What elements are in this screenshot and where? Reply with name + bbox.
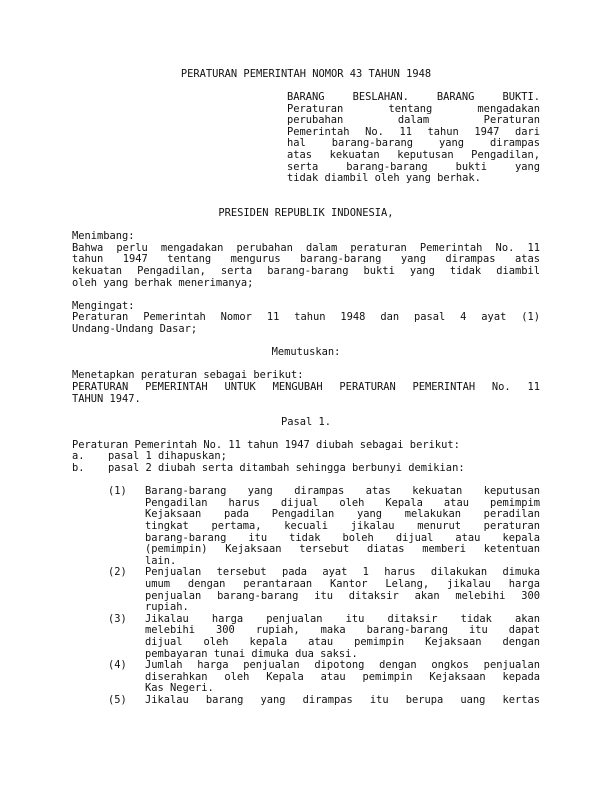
mengingat-line: Undang-Undang Dasar; — [72, 322, 198, 335]
menimbang-line: kekuatan Pengadilan, serta barang-barang bukti yang tidak diambil — [72, 264, 540, 277]
ayat-line: Barang-barang yang dirampas atas kekuatan keputusan — [145, 485, 540, 498]
summary-line: serta barang-barang bukti yang — [287, 160, 540, 173]
mengingat-line: Peraturan Pemerintah Nomor 11 tahun 1948 dan pasal 4 ayat (1) — [72, 311, 540, 324]
point-item — [72, 463, 540, 475]
ayat-line: barang-barang itu tidak boleh dijual atau kepala — [145, 531, 540, 544]
memutuskan-heading: Memutuskan: — [271, 346, 341, 359]
ayat-line: Penjualan tersebut pada ayat 1 harus dilakukan dimuka — [145, 566, 540, 579]
ayat-label: (5) — [108, 693, 127, 706]
menimbang-heading: Menimbang: — [72, 230, 135, 243]
ayat-item — [72, 567, 540, 613]
menetapkan-heading: Menetapkan peraturan sebagai berikut: — [72, 369, 304, 382]
ayat-line: penjualan barang-barang itu ditaksir akan melebihi 300 — [145, 589, 540, 602]
ayat-label: (4) — [108, 659, 127, 672]
summary-block — [287, 92, 540, 185]
ayat-line: Jikalau barang yang dirampas itu berupa uang kertas — [145, 693, 540, 706]
point-text: pasal 2 diubah serta ditambah sehingga berbunyi demikian: — [108, 462, 465, 475]
menetapkan-line: PERATURAN PEMERINTAH UNTUK MENGUBAH PERATURAN PEMERINTAH No. 11 — [72, 380, 540, 393]
ayat-line: Jikalau harga penjualan itu ditaksir tidak akan — [145, 612, 540, 625]
ayat-line: tingkat pertama, kecuali jikalau menurut peraturan — [145, 520, 540, 533]
ayat-line: Pengadilan harus dijual oleh Kepala atau pemimpim — [145, 496, 540, 509]
document-title: PERATURAN PEMERINTAH NOMOR 43 TAHUN 1948 — [180, 68, 432, 80]
menimbang-line: tahun 1947 tentang mengurus barang-barang yang dirampas atas — [72, 253, 540, 266]
point-text: pasal 1 dihapuskan; — [108, 450, 227, 463]
ayat-item — [72, 695, 540, 707]
menetapkan-line: TAHUN 1947. — [72, 392, 141, 405]
ayat-line: (pemimpin) Kejaksaan tersebut diatas memberi ketentuan — [145, 543, 540, 556]
ayat-line: diserahkan oleh Kepala atau pemimpin Kejaksaan kepada — [145, 670, 540, 683]
ayat-label: (3) — [108, 612, 127, 625]
summary-line: Pemerintah No. 11 tahun 1947 dari — [287, 125, 540, 138]
menimbang-line: oleh yang berhak menerimanya; — [72, 276, 254, 289]
ayat-line: umum dengan perantaraan Kantor Lelang, jikalau harga — [145, 578, 540, 590]
summary-line: Peraturan tentang mengadakan — [287, 102, 540, 115]
summary-line: tidak diambil oleh yang berhak. — [287, 172, 481, 185]
ayat-label: (1) — [108, 485, 127, 498]
ayat-item — [72, 486, 540, 567]
ayat-label: (2) — [108, 566, 127, 579]
point-label: b. — [72, 462, 85, 475]
ayat-line: Kas Negeri. — [145, 682, 214, 695]
ayat-line: rupiah. — [145, 601, 189, 614]
ayat-line: Jumlah harga penjualan dipotong dengan ongkos penjualan — [145, 659, 540, 672]
issuer-heading: PRESIDEN REPUBLIK INDONESIA, — [218, 207, 394, 219]
summary-line: atas kekuatan keputusan Pengadilan, — [287, 148, 540, 161]
ayat-line: pembayaran tunai dimuka dua saksi. — [145, 647, 358, 660]
menimbang-line: Bahwa perlu mengadakan perubahan dalam peraturan Pemerintah No. 11 — [72, 241, 540, 254]
summary-line: hal barang-barang yang dirampas — [287, 137, 540, 150]
ayat-line: Kejaksaan pada Pengadilan yang melakukan peradilan — [145, 508, 540, 521]
summary-line: perubahan dalam Peraturan — [287, 114, 540, 127]
pasal-intro: Peraturan Pemerintah No. 11 tahun 1947 diubah sebagai berikut: — [72, 438, 460, 451]
mengingat-heading: Mengingat: — [72, 299, 135, 312]
ayat-line: lain. — [145, 554, 177, 567]
ayat-item — [72, 660, 540, 695]
document-body — [72, 208, 540, 707]
ayat-item — [72, 614, 540, 660]
point-label: a. — [72, 450, 85, 463]
ayat-line: melebihi 300 rupiah, maka barang-barang itu dapat — [145, 624, 540, 637]
summary-line: BARANG BESLAHAN. BARANG BUKTI. — [287, 91, 540, 103]
ayat-line: dijual oleh kepala atau pemimpin Kejaksaan dengan — [145, 635, 540, 648]
pasal-heading: Pasal 1. — [280, 415, 332, 428]
